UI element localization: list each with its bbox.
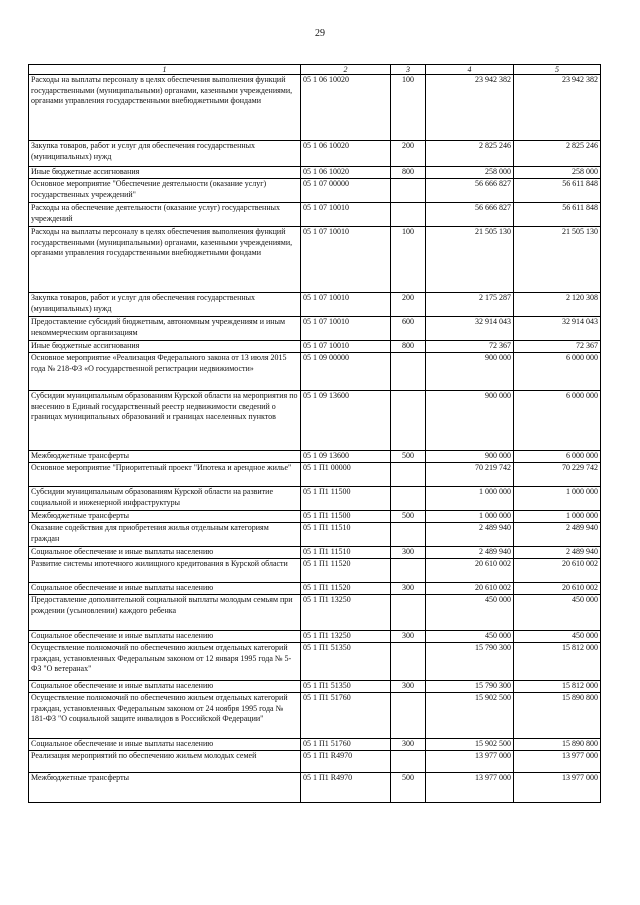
row-expense-type <box>391 487 426 511</box>
table-row <box>29 179 601 203</box>
row-expense-type: 100 <box>391 75 426 141</box>
row-amount-second: 15 812 000 <box>514 681 601 693</box>
row-amount-second: 2 825 246 <box>514 141 601 167</box>
row-name: Социальное обеспечение и иные выплаты населению <box>29 739 301 751</box>
row-amount-second: 21 505 130 <box>514 227 601 293</box>
row-code: 05 1 П1 11500 <box>301 487 391 511</box>
row-name: Социальное обеспечение и иные выплаты населению <box>29 631 301 643</box>
row-expense-type <box>391 463 426 487</box>
row-amount-first: 1 000 000 <box>426 511 514 523</box>
table-row <box>29 451 601 463</box>
row-name: Предоставление субсидий бюджетным, автономным учреждениям и иным некоммерческим организациям <box>29 317 301 341</box>
row-expense-type: 500 <box>391 511 426 523</box>
page-number: 29 <box>315 28 325 39</box>
table-header-row <box>29 65 601 75</box>
row-amount-first: 32 914 043 <box>426 317 514 341</box>
table-row <box>29 341 601 353</box>
row-code: 05 1 07 10010 <box>301 341 391 353</box>
row-code: 05 1 П1 R4970 <box>301 773 391 803</box>
row-name: Развитие системы ипотечного жилищного кредитования в Курской области <box>29 559 301 583</box>
row-code: 05 1 П1 51350 <box>301 681 391 693</box>
row-code: 05 1 П1 51760 <box>301 739 391 751</box>
row-amount-second: 15 890 800 <box>514 739 601 751</box>
row-expense-type: 300 <box>391 631 426 643</box>
column-header: 1 <box>29 65 301 75</box>
row-name: Расходы на выплаты персоналу в целях обеспечения выполнения функций государственными (муниципальными) органами, казенными учреждениями, органами управления государственными внебюджетными фондами <box>29 227 301 293</box>
table-row <box>29 547 601 559</box>
row-name: Закупка товаров, работ и услуг для обеспечения государственных (муниципальных) нужд <box>29 293 301 317</box>
row-amount-second: 15 812 000 <box>514 643 601 681</box>
row-code: 05 1 06 10020 <box>301 75 391 141</box>
row-amount-first: 70 219 742 <box>426 463 514 487</box>
row-expense-type <box>391 523 426 547</box>
table-row <box>29 487 601 511</box>
row-name: Субсидии муниципальным образованиям Курской области на развитие социальной и инженерной инфраструктуры <box>29 487 301 511</box>
table-row <box>29 595 601 631</box>
row-code: 05 1 П1 51350 <box>301 643 391 681</box>
row-name: Расходы на выплаты персоналу в целях обеспечения выполнения функций государственными (муниципальными) органами, казенными учреждениями, органами управления государственными внебюджетными фондами <box>29 75 301 141</box>
row-amount-first: 20 610 002 <box>426 559 514 583</box>
row-code: 05 1 П1 51760 <box>301 693 391 739</box>
row-name: Социальное обеспечение и иные выплаты населению <box>29 583 301 595</box>
row-amount-first: 15 790 300 <box>426 643 514 681</box>
row-code: 05 1 П1 11510 <box>301 523 391 547</box>
row-name: Закупка товаров, работ и услуг для обеспечения государственных (муниципальных) нужд <box>29 141 301 167</box>
column-header: 4 <box>426 65 514 75</box>
row-expense-type: 300 <box>391 739 426 751</box>
row-amount-second: 2 489 940 <box>514 547 601 559</box>
row-code: 05 1 09 13600 <box>301 391 391 451</box>
row-amount-first: 258 000 <box>426 167 514 179</box>
row-expense-type <box>391 391 426 451</box>
row-name: Осуществление полномочий по обеспечению жильем отдельных категорий граждан, установленных Федеральным законом от 12 января 1995 года № 5-ФЗ "О ветеранах" <box>29 643 301 681</box>
table-row <box>29 463 601 487</box>
table-row <box>29 523 601 547</box>
column-header: 5 <box>514 65 601 75</box>
row-code: 05 1 П1 11520 <box>301 583 391 595</box>
row-code: 05 1 09 00000 <box>301 353 391 391</box>
row-amount-second: 20 610 002 <box>514 583 601 595</box>
row-amount-first: 2 489 940 <box>426 547 514 559</box>
row-amount-first: 1 000 000 <box>426 487 514 511</box>
table-row <box>29 643 601 681</box>
row-name: Основное мероприятие "Приоритетный проект "Ипотека и арендное жилье" <box>29 463 301 487</box>
row-amount-first: 72 367 <box>426 341 514 353</box>
row-expense-type <box>391 203 426 227</box>
row-expense-type: 200 <box>391 141 426 167</box>
table-row <box>29 681 601 693</box>
table-row <box>29 773 601 803</box>
table-row <box>29 631 601 643</box>
row-amount-second: 20 610 002 <box>514 559 601 583</box>
row-amount-first: 900 000 <box>426 391 514 451</box>
row-expense-type <box>391 643 426 681</box>
row-name: Межбюджетные трансферты <box>29 451 301 463</box>
budget-table <box>28 64 601 803</box>
row-expense-type <box>391 751 426 773</box>
row-code: 05 1 06 10020 <box>301 141 391 167</box>
row-amount-second: 70 229 742 <box>514 463 601 487</box>
table-row <box>29 317 601 341</box>
row-code: 05 1 П1 00000 <box>301 463 391 487</box>
row-expense-type: 600 <box>391 317 426 341</box>
row-amount-second: 72 367 <box>514 341 601 353</box>
row-amount-second: 258 000 <box>514 167 601 179</box>
row-amount-second: 450 000 <box>514 595 601 631</box>
row-expense-type: 100 <box>391 227 426 293</box>
row-expense-type: 800 <box>391 167 426 179</box>
table-row <box>29 391 601 451</box>
row-amount-first: 21 505 130 <box>426 227 514 293</box>
row-name: Основное мероприятие "Обеспечение деятельности (оказание услуг) государственных учреждений" <box>29 179 301 203</box>
row-amount-second: 32 914 043 <box>514 317 601 341</box>
row-name: Иные бюджетные ассигнования <box>29 341 301 353</box>
row-code: 05 1 07 10010 <box>301 293 391 317</box>
row-amount-first: 56 666 827 <box>426 179 514 203</box>
row-amount-second: 6 000 000 <box>514 451 601 463</box>
row-amount-first: 13 977 000 <box>426 751 514 773</box>
row-name: Оказание содействия для приобретения жилья отдельным категориям граждан <box>29 523 301 547</box>
table-row <box>29 739 601 751</box>
row-expense-type <box>391 179 426 203</box>
row-expense-type <box>391 693 426 739</box>
row-amount-second: 56 611 848 <box>514 203 601 227</box>
row-amount-second: 15 890 800 <box>514 693 601 739</box>
row-name: Иные бюджетные ассигнования <box>29 167 301 179</box>
table-row <box>29 75 601 141</box>
row-name: Межбюджетные трансферты <box>29 773 301 803</box>
row-amount-first: 2 489 940 <box>426 523 514 547</box>
table-row <box>29 227 601 293</box>
row-code: 05 1 П1 11510 <box>301 547 391 559</box>
row-amount-first: 450 000 <box>426 595 514 631</box>
row-amount-second: 13 977 000 <box>514 751 601 773</box>
row-amount-first: 450 000 <box>426 631 514 643</box>
row-code: 05 1 П1 R4970 <box>301 751 391 773</box>
row-amount-second: 13 977 000 <box>514 773 601 803</box>
row-amount-second: 6 000 000 <box>514 353 601 391</box>
row-amount-first: 2 825 246 <box>426 141 514 167</box>
table-row <box>29 751 601 773</box>
column-header: 3 <box>391 65 426 75</box>
row-code: 05 1 09 13600 <box>301 451 391 463</box>
row-amount-second: 2 120 308 <box>514 293 601 317</box>
row-name: Осуществление полномочий по обеспечению жильем отдельных категорий граждан, установленных Федеральным законом от 24 ноября 1995 года № 181-ФЗ "О социальной защите инвалидов в Российской Федерации" <box>29 693 301 739</box>
row-name: Расходы на обеспечение деятельности (оказание услуг) государственных учреждений <box>29 203 301 227</box>
table-row <box>29 141 601 167</box>
row-expense-type: 300 <box>391 681 426 693</box>
row-amount-second: 1 000 000 <box>514 511 601 523</box>
row-amount-second: 6 000 000 <box>514 391 601 451</box>
row-expense-type: 500 <box>391 773 426 803</box>
row-amount-second: 450 000 <box>514 631 601 643</box>
row-expense-type <box>391 559 426 583</box>
row-name: Межбюджетные трансферты <box>29 511 301 523</box>
row-amount-first: 900 000 <box>426 451 514 463</box>
row-code: 05 1 07 00000 <box>301 179 391 203</box>
column-header: 2 <box>301 65 391 75</box>
row-expense-type: 300 <box>391 583 426 595</box>
table-row <box>29 693 601 739</box>
row-expense-type: 200 <box>391 293 426 317</box>
row-name: Субсидии муниципальным образованиям Курской области на мероприятия по внесению в Единый государственный реестр недвижимости сведений о границах муниципальных образований и границах населенных пунктов <box>29 391 301 451</box>
row-expense-type: 300 <box>391 547 426 559</box>
row-amount-first: 13 977 000 <box>426 773 514 803</box>
row-amount-first: 15 790 300 <box>426 681 514 693</box>
row-code: 05 1 07 10010 <box>301 317 391 341</box>
row-amount-second: 56 611 848 <box>514 179 601 203</box>
row-code: 05 1 06 10020 <box>301 167 391 179</box>
table-row <box>29 353 601 391</box>
table-row <box>29 167 601 179</box>
row-amount-first: 15 902 500 <box>426 693 514 739</box>
row-expense-type: 500 <box>391 451 426 463</box>
row-name: Предоставление дополнительной социальной выплаты молодым семьям при рождении (усыновлении) каждого ребенка <box>29 595 301 631</box>
table-row <box>29 293 601 317</box>
row-amount-first: 56 666 827 <box>426 203 514 227</box>
row-amount-first: 15 902 500 <box>426 739 514 751</box>
row-amount-second: 1 000 000 <box>514 487 601 511</box>
row-name: Социальное обеспечение и иные выплаты населению <box>29 681 301 693</box>
table-row <box>29 511 601 523</box>
row-name: Социальное обеспечение и иные выплаты населению <box>29 547 301 559</box>
row-expense-type <box>391 353 426 391</box>
row-code: 05 1 П1 11500 <box>301 511 391 523</box>
row-amount-second: 2 489 940 <box>514 523 601 547</box>
row-code: 05 1 П1 11520 <box>301 559 391 583</box>
table-row <box>29 559 601 583</box>
table-row <box>29 583 601 595</box>
row-expense-type <box>391 595 426 631</box>
row-name: Реализация мероприятий по обеспечению жильем молодых семей <box>29 751 301 773</box>
row-expense-type: 800 <box>391 341 426 353</box>
row-amount-second: 23 942 382 <box>514 75 601 141</box>
row-name: Основное мероприятие «Реализация Федерального закона от 13 июля 2015 года № 218-ФЗ «О государственной регистрации недвижимости» <box>29 353 301 391</box>
row-amount-first: 20 610 002 <box>426 583 514 595</box>
table-row <box>29 203 601 227</box>
row-code: 05 1 07 10010 <box>301 203 391 227</box>
row-code: 05 1 07 10010 <box>301 227 391 293</box>
row-amount-first: 900 000 <box>426 353 514 391</box>
row-amount-first: 2 175 287 <box>426 293 514 317</box>
row-code: 05 1 П1 13250 <box>301 595 391 631</box>
row-code: 05 1 П1 13250 <box>301 631 391 643</box>
row-amount-first: 23 942 382 <box>426 75 514 141</box>
